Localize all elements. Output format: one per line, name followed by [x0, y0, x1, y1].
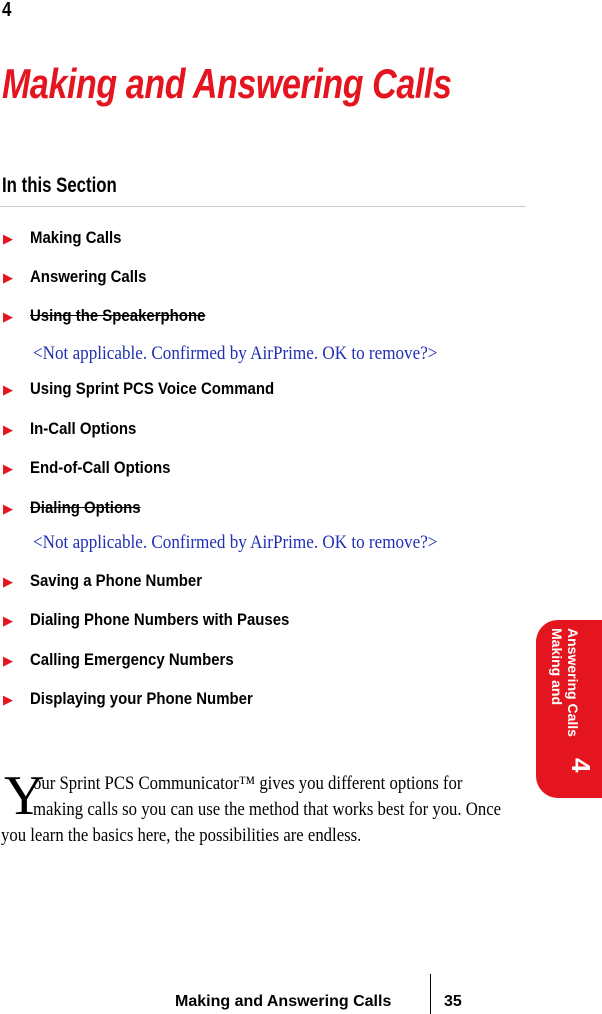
drop-cap: Y	[4, 765, 45, 827]
bullet-arrow-icon: ▶	[3, 501, 13, 516]
chapter-title: Making and Answering Calls	[2, 60, 452, 107]
section-heading: In this Section	[2, 174, 117, 197]
bullet-arrow-icon: ▶	[3, 422, 13, 437]
footer-chapter-title: Making and Answering Calls	[175, 993, 392, 1010]
bullet-arrow-icon: ▶	[3, 653, 13, 668]
section-divider	[0, 206, 526, 207]
side-tab-line-1: Making and	[549, 628, 565, 706]
toc-item-label: Calling Emergency Numbers	[30, 650, 234, 669]
toc-item-label: Dialing Phone Numbers with Pauses	[30, 610, 290, 629]
chapter-number: 4	[2, 0, 12, 21]
editor-note: <Not applicable. Confirmed by AirPrime. OK to remove?>	[33, 532, 438, 553]
bullet-arrow-icon: ▶	[3, 613, 13, 628]
toc-item-label: Using the Speakerphone	[30, 306, 206, 325]
bullet-arrow-icon: ▶	[3, 692, 13, 707]
intro-line-3: you learn the basics here, the possibilities are endless.	[1, 825, 362, 846]
bullet-arrow-icon: ▶	[3, 231, 13, 246]
toc-item-label: Displaying your Phone Number	[30, 689, 253, 708]
toc-item-label: In-Call Options	[30, 419, 137, 438]
toc-item-label: Using Sprint PCS Voice Command	[30, 379, 275, 398]
bullet-arrow-icon: ▶	[3, 461, 13, 476]
intro-line-2: making calls so you can use the method that works best for you. Once	[33, 799, 502, 820]
toc-item-label: Dialing Options	[30, 498, 141, 517]
footer-divider	[430, 974, 431, 1014]
toc-item-label: Saving a Phone Number	[30, 571, 203, 590]
editor-note: <Not applicable. Confirmed by AirPrime. OK to remove?>	[33, 343, 438, 364]
toc-item-label: Making Calls	[30, 228, 122, 247]
intro-line-1: our Sprint PCS Communicator™ gives you different options for	[33, 773, 463, 794]
toc-item-label: End-of-Call Options	[30, 458, 171, 477]
bullet-arrow-icon: ▶	[3, 270, 13, 285]
bullet-arrow-icon: ▶	[3, 574, 13, 589]
side-tab-number: 4	[566, 758, 596, 773]
intro-paragraph	[0, 765, 560, 860]
side-tab-line-2: Answering Calls	[565, 628, 581, 737]
toc-item-label: Answering Calls	[30, 267, 147, 286]
bullet-arrow-icon: ▶	[3, 309, 13, 324]
page-number: 35	[444, 993, 462, 1010]
bullet-arrow-icon: ▶	[3, 382, 13, 397]
chapter-side-tab	[536, 620, 602, 798]
